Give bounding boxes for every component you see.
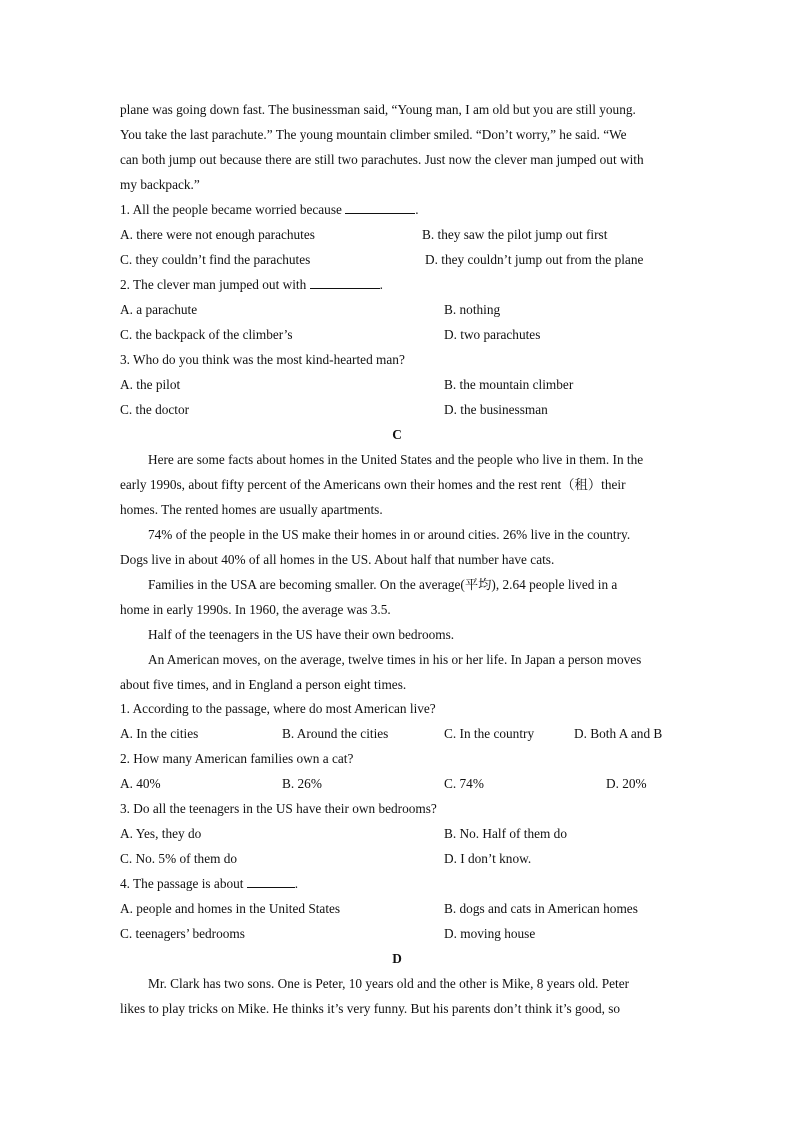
answer-option[interactable]: A. people and homes in the United States [120,901,341,916]
answer-option[interactable]: A. In the cities [120,726,199,741]
answer-option[interactable]: D. Both A and B [574,726,663,741]
answer-option[interactable]: C. they couldn’t find the parachutes [120,252,311,267]
paragraph-line: An American moves, on the average, twelve times in his or her life. In Japan a person moves [148,652,642,667]
answer-option[interactable]: B. the mountain climber [444,377,574,392]
paragraph-line: Dogs live in about 40% of all homes in the US. About half that number have cats. [120,552,555,567]
paragraph-line: can both jump out because there are still two parachutes. Just now the clever man jumped out with [120,152,644,167]
paragraph-line: home in early 1990s. In 1960, the average was 3.5. [120,602,391,617]
paragraph-line: Half of the teenagers in the US have their own bedrooms. [148,627,455,642]
answer-option[interactable]: D. 20% [606,776,647,791]
answer-blank[interactable] [247,875,295,888]
answer-blank[interactable] [345,201,415,214]
paragraph-line: likes to play tricks on Mike. He thinks it’s very funny. But his parents don’t think it’s good, so [120,1001,621,1016]
paragraph-line: early 1990s, about fifty percent of the Americans own their homes and the rest rent（租）their [120,477,626,492]
question-stem: 1. According to the passage, where do most American live? [120,701,436,716]
paragraph-line: Families in the USA are becoming smaller. On the average(平均), 2.64 people lived in a [148,577,618,592]
answer-option[interactable]: B. they saw the pilot jump out first [422,227,608,242]
question-stem: 3. Who do you think was the most kind-hearted man? [120,352,405,367]
paragraph-line: my backpack.” [120,177,200,192]
paragraph-line: plane was going down fast. The businessman said, “Young man, I am old but you are still young. [120,102,636,117]
answer-option[interactable]: B. No. Half of them do [444,826,567,841]
question-stem: 4. The passage is about . [120,876,299,891]
paragraph-line: 74% of the people in the US make their homes in or around cities. 26% live in the country. [148,527,631,542]
answer-option[interactable]: B. Around the cities [282,726,389,741]
question-stem: 1. All the people became worried because . [120,202,419,217]
answer-blank[interactable] [310,276,380,289]
answer-option[interactable]: D. they couldn’t jump out from the plane [425,252,644,267]
answer-option[interactable]: C. the backpack of the climber’s [120,327,293,342]
answer-option[interactable]: B. 26% [282,776,322,791]
answer-option[interactable]: D. two parachutes [444,327,541,342]
answer-option[interactable]: C. 74% [444,776,484,791]
answer-option[interactable]: D. I don’t know. [444,851,532,866]
question-stem: 3. Do all the teenagers in the US have their own bedrooms? [120,801,437,816]
question-stem: 2. The clever man jumped out with . [120,277,383,292]
answer-option[interactable]: C. In the country [444,726,535,741]
answer-option[interactable]: D. the businessman [444,402,548,417]
paragraph-line: You take the last parachute.” The young mountain climber smiled. “Don’t worry,” he said. “We [120,127,627,142]
question-stem: 2. How many American families own a cat? [120,751,354,766]
answer-option[interactable]: A. 40% [120,776,161,791]
answer-option[interactable]: A. a parachute [120,302,198,317]
answer-option[interactable]: C. teenagers’ bedrooms [120,926,245,941]
paragraph-line: homes. The rented homes are usually apartments. [120,502,383,517]
paragraph-line: about five times, and in England a person eight times. [120,677,407,692]
answer-option[interactable]: C. the doctor [120,402,190,417]
answer-option[interactable]: B. dogs and cats in American homes [444,901,638,916]
answer-option[interactable]: B. nothing [444,302,501,317]
answer-option[interactable]: D. moving house [444,926,536,941]
answer-option[interactable]: A. there were not enough parachutes [120,227,315,242]
answer-option[interactable]: A. Yes, they do [120,826,202,841]
answer-option[interactable]: A. the pilot [120,377,181,392]
answer-option[interactable]: C. No. 5% of them do [120,851,238,866]
section-heading-d: D [392,951,402,966]
paragraph-line: Mr. Clark has two sons. One is Peter, 10 years old and the other is Mike, 8 years old. Peter [148,976,630,991]
paragraph-line: Here are some facts about homes in the United States and the people who live in them. In the [148,452,644,467]
section-heading-c: C [392,427,402,442]
